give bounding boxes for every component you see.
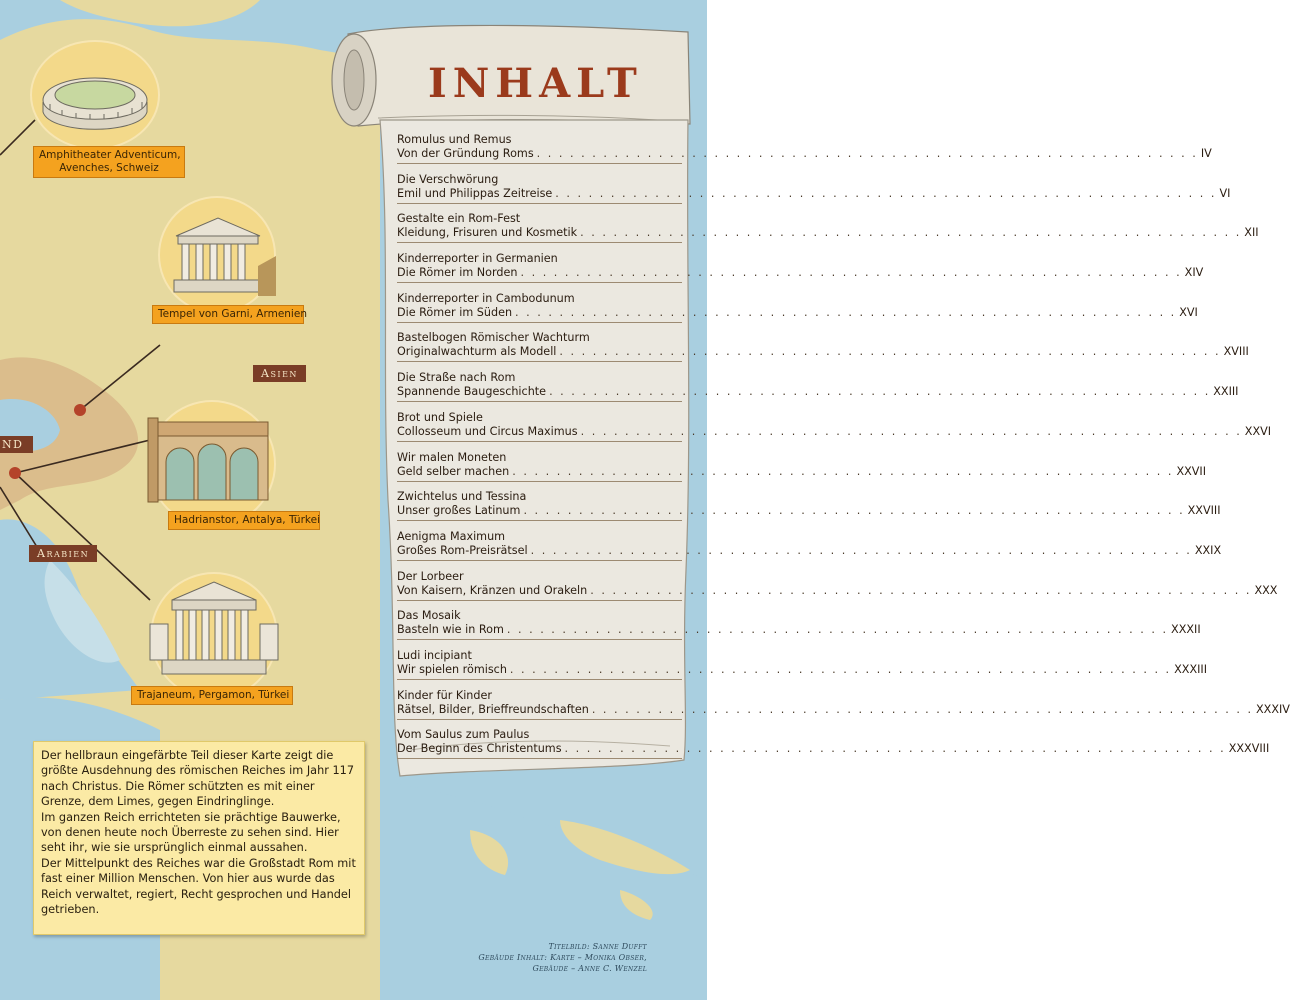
toc-heading: Romulus und Remus (397, 133, 512, 146)
toc-leader-dots: . . . . . . . . . . . . . . . . . . . . . . . . . . . . . . . . . . . . . . . . . . . . . . . . . . . . . . . . . . . . (564, 742, 1226, 756)
toc-entry (397, 609, 1201, 649)
credit-line: Gebäude Inhalt: Karte – Monika Obser, (478, 953, 647, 962)
toc-entry (397, 728, 1270, 768)
toc-heading: Kinder für Kinder (397, 688, 492, 702)
toc-subtitle: Geld selber machen (397, 464, 510, 478)
toc-subtitle-row (397, 305, 1198, 323)
toc-page-number: XXVII (1176, 464, 1207, 478)
toc-heading: Gestalte ein Rom-Fest (397, 212, 521, 226)
caption-line: Trajaneum, Pergamon, Türkei (137, 689, 290, 701)
toc-entry (397, 529, 1222, 570)
toc-entry (397, 172, 1231, 213)
gate-illustration (148, 400, 276, 528)
toc-leader-dots: . . . . . . . . . . . . . . . . . . . . . . . . . . . . . . . . . . . . . . . . . . . . . . . . . . . . . . . . . . . . (515, 305, 1177, 319)
toc-page-number: VI (1219, 186, 1231, 200)
toc-subtitle: Originalwachturm als Modell (397, 345, 557, 359)
toc-leader-dots: . . . . . . . . . . . . . . . . . . . . . . . . . . . . . . . . . . . . . . . . . . . . . . . . . . . . . . . . . . . . (523, 504, 1185, 518)
toc-subtitle: Rätsel, Bilder, Brieffreundschaften (397, 702, 589, 716)
toc-subtitle-row (397, 385, 1239, 402)
toc-page-number: XXX (1254, 583, 1278, 597)
info-paragraph-2: Im ganzen Reich errichteten sie prächtige Bauwerke, von denen heute noch Überreste zu sehen sind. Hier seht ihr, wie sie ursprünglich einmal aussahen. (41, 810, 341, 855)
info-paragraph-3: Der Mittelpunkt des Reiches war die Großstadt Rom mit fast einer Million Menschen. Von hier aus wurde das Reich verwaltet, regiert, Recht gesprochen und Handel getrieben. (41, 856, 356, 917)
info-box (33, 741, 365, 935)
toc-entry (397, 450, 1207, 491)
toc-entry (397, 490, 1221, 530)
toc-heading: Ludi incipiant (397, 648, 472, 662)
toc-subtitle: Kleidung, Frisuren und Kosmetik (397, 226, 578, 240)
landmark-amphitheater (30, 40, 160, 150)
caption-line: Tempel von Garni, Armenien (158, 308, 307, 320)
toc-leader-dots: . . . . . . . . . . . . . . . . . . . . . . . . . . . . . . . . . . . . . . . . . . . . . . . . . . . . . . . . . . . . (509, 662, 1172, 676)
toc-subtitle: Basteln wie in Rom (397, 623, 504, 637)
image-credits (478, 941, 647, 974)
toc-leader-dots: . . . . . . . . . . . . . . . . . . . . . . . . . . . . . . . . . . . . . . . . . . . . . . . . . . . . . . . . . . . . (512, 464, 1174, 478)
caption-amphitheater (33, 146, 185, 178)
caption-trajaneum (131, 686, 293, 705)
caption-line: Avenches, Schweiz (59, 162, 159, 174)
credit-line: Titelbild: Sanne Dufft (548, 942, 647, 951)
toc-leader-dots: . . . . . . . . . . . . . . . . . . . . . . . . . . . . . . . . . . . . . . . . . . . . . . . . . . . . . . . . . . . . (580, 424, 1242, 438)
region-label-arabien: Arabien (29, 545, 97, 562)
toc-page-number: XXVI (1244, 424, 1272, 438)
toc-page-number: XIV (1184, 266, 1204, 280)
toc-subtitle-row (397, 543, 1222, 561)
toc-leader-dots: . . . . . . . . . . . . . . . . . . . . . . . . . . . . . . . . . . . . . . . . . . . . . . . . . . . . . . . . . . . . (520, 266, 1182, 280)
toc-entry (397, 133, 1212, 173)
toc-heading: Kinderreporter in Cambodunum (397, 291, 575, 305)
toc-leader-dots: . . . . . . . . . . . . . . . . . . . . . . . . . . . . . . . . . . . . . . . . . . . . . . . . . . . . . . . . . . . . (591, 702, 1253, 716)
toc-subtitle: Von der Gründung Roms (397, 147, 534, 160)
toc-subtitle-row (397, 623, 1201, 640)
toc-subtitle: Collosseum und Circus Maximus (397, 424, 578, 438)
toc-heading: Bastelbogen Römischer Wachturm (397, 331, 590, 345)
toc-page-number: IV (1200, 147, 1212, 160)
temple-illustration (158, 196, 276, 314)
page-title: INHALT (428, 60, 643, 107)
region-label-asien: Asien (253, 365, 306, 382)
toc-entry (397, 410, 1272, 451)
toc-entry (397, 371, 1239, 411)
toc-entry (397, 331, 1249, 371)
toc-subtitle-row (397, 424, 1272, 442)
toc-subtitle-row (397, 583, 1278, 601)
toc-leader-dots: . . . . . . . . . . . . . . . . . . . . . . . . . . . . . . . . . . . . . . . . . . . . . . . . . . . . . . . . . . . . (549, 385, 1211, 399)
info-paragraph-1: Der hellbraun eingefärbte Teil dieser Karte zeigt die größte Ausdehnung des römischen Reiches im Jahr 117 nach Christus. Die Römer schützten es mit einer Grenze, dem Limes, gegen Eindringlinge. (41, 749, 355, 809)
toc-leader-dots: . . . . . . . . . . . . . . . . . . . . . . . . . . . . . . . . . . . . . . . . . . . . . . . . . . . . . . . . . . . . (536, 147, 1198, 160)
toc-entry (397, 291, 1198, 332)
credit-line: Gebäude – Anne C. Wenzel (532, 964, 647, 973)
toc-page-number: XXXIII (1174, 662, 1207, 676)
toc-entry (397, 688, 1290, 729)
toc-subtitle-row (397, 464, 1207, 482)
toc-subtitle-row (397, 742, 1270, 759)
toc-entry (397, 212, 1259, 252)
caption-line: Hadrianstor, Antalya, Türkei (174, 514, 320, 526)
toc-page-number: XXIX (1194, 543, 1222, 557)
toc-heading: Aenigma Maximum (397, 529, 506, 543)
amphitheater-illustration (30, 40, 160, 150)
toc-leader-dots: . . . . . . . . . . . . . . . . . . . . . . . . . . . . . . . . . . . . . . . . . . . . . . . . . . . . . . . . . . . . (559, 345, 1221, 359)
landmark-trajaneum (150, 572, 278, 700)
caption-hadrian-gate (168, 511, 320, 530)
toc-heading: Zwichtelus und Tessina (397, 490, 527, 504)
toc-heading: Das Mosaik (397, 609, 461, 623)
toc-heading: Wir malen Moneten (397, 450, 507, 464)
toc-entry (397, 648, 1207, 689)
toc-subtitle: Von Kaisern, Kränzen und Orakeln (397, 583, 588, 597)
toc-leader-dots: . . . . . . . . . . . . . . . . . . . . . . . . . . . . . . . . . . . . . . . . . . . . . . . . . . . . . . . . . . . . (580, 226, 1242, 240)
toc-page-number: XVI (1179, 305, 1198, 319)
toc-subtitle: Die Römer im Norden (397, 266, 518, 280)
region-label-nd: ND (0, 436, 33, 453)
caption-line: Amphitheater Adventicum, (39, 149, 181, 161)
toc-subtitle: Emil und Philippas Zeitreise (397, 186, 553, 200)
table-of-contents (397, 133, 1290, 768)
toc-page-number: XVIII (1223, 345, 1249, 359)
toc-page-number: XXVIII (1187, 504, 1221, 518)
toc-page-number: XII (1244, 226, 1259, 240)
toc-heading: Vom Saulus zum Paulus (397, 728, 530, 742)
landmark-hadrian-gate (148, 400, 276, 528)
toc-subtitle-row (397, 186, 1231, 204)
caption-temple-garni (152, 305, 307, 324)
trajaneum-illustration (150, 572, 278, 700)
toc-entry (397, 252, 1204, 292)
toc-leader-dots: . . . . . . . . . . . . . . . . . . . . . . . . . . . . . . . . . . . . . . . . . . . . . . . . . . . . . . . . . . . . (590, 583, 1252, 597)
toc-subtitle-row (397, 702, 1290, 720)
toc-page-number: XXXII (1171, 623, 1201, 637)
toc-heading: Die Straße nach Rom (397, 371, 516, 385)
toc-leader-dots: . . . . . . . . . . . . . . . . . . . . . . . . . . . . . . . . . . . . . . . . . . . . . . . . . . . . . . . . . . . . (530, 543, 1192, 557)
toc-heading: Der Lorbeer (397, 569, 464, 583)
toc-leader-dots: . . . . . . . . . . . . . . . . . . . . . . . . . . . . . . . . . . . . . . . . . . . . . . . . . . . . . . . . . . . . (555, 186, 1217, 200)
toc-page-number: XXIII (1213, 385, 1239, 399)
toc-subtitle-row (397, 662, 1207, 680)
landmark-temple-garni (158, 196, 276, 314)
toc-subtitle: Großes Rom-Preisrätsel (397, 543, 528, 557)
toc-subtitle-row (397, 147, 1212, 164)
toc-heading: Kinderreporter in Germanien (397, 252, 558, 266)
toc-entry (397, 569, 1278, 610)
toc-subtitle-row (397, 226, 1259, 243)
toc-subtitle-row (397, 504, 1221, 521)
toc-subtitle: Spannende Baugeschichte (397, 385, 547, 399)
toc-heading: Brot und Spiele (397, 410, 483, 424)
toc-subtitle: Der Beginn des Christentums (397, 742, 562, 756)
toc-subtitle: Die Römer im Süden (397, 305, 513, 319)
toc-subtitle: Unser großes Latinum (397, 504, 521, 518)
toc-page-number: XXXVIII (1228, 742, 1270, 756)
toc-subtitle: Wir spielen römisch (397, 662, 507, 676)
toc-heading: Die Verschwörung (397, 172, 499, 186)
toc-page-number: XXXIV (1256, 702, 1290, 716)
toc-leader-dots: . . . . . . . . . . . . . . . . . . . . . . . . . . . . . . . . . . . . . . . . . . . . . . . . . . . . . . . . . . . . (506, 623, 1169, 637)
toc-subtitle-row (397, 345, 1249, 362)
toc-subtitle-row (397, 266, 1204, 283)
